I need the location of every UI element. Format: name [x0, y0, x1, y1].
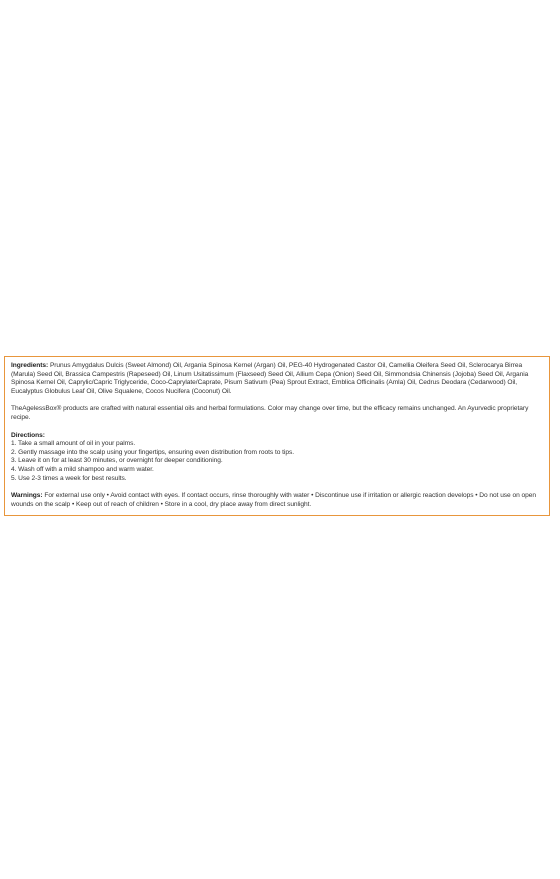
direction-step: 1. Take a small amount of oil in your palms. — [11, 440, 136, 448]
warnings-section — [11, 492, 543, 509]
product-label-box — [4, 356, 550, 516]
warnings-title: Warnings: — [11, 492, 43, 500]
product-description: TheAgelessBox® products are crafted with natural essential oils and herbal formulations. Color may change over time, but the efficacy remains unchanged. An Ayurvedic proprietary recipe. — [11, 405, 529, 421]
ingredients-text: Prunus Amygdalus Dulcis (Sweet Almond) Oil, Argania Spinosa Kernel (Argan) Oil, PEG-40 Hydrogenated Castor Oil, Camellia Oleifera Seed Oil, Sclerocarya Birrea (Marula) Seed Oil, Brassica Campestris (Rapeseed) Oil, Linum Usitatissimum (Flaxseed) Seed Oil, Allium Cepa (Onion) Seed Oil, Simmondsia Chinensis (Jojoba) Seed Oil, Argania Spinosa Kernel Oil, Caprylic/Capric Triglyceride, Coco-Caprylate/Caprate, Pisum Sativum (Pea) Sprout Extract, Emblica Officinalis (Amla) Oil, Cedrus Deodara (Cedarwood) Oil, Eucalyptus Globulus Leaf Oil, Olive Squalene, Cocos Nucifera (Coconut) Oil. — [11, 362, 529, 395]
directions-title: Directions: — [11, 431, 45, 439]
direction-step: 2. Gently massage into the scalp using your fingertips, ensuring even distribution from roots to tips. — [11, 448, 294, 456]
directions-list — [11, 440, 543, 483]
warnings-text: For external use only • Avoid contact with eyes. If contact occurs, rinse thoroughly with water • Discontinue use if irritation or allergic reaction develops • Do not use on open wounds on the scalp • Keep out of reach of children • Store in a cool, dry place away from direct sunlight. — [11, 492, 536, 508]
ingredients-title: Ingredients: — [11, 362, 49, 369]
direction-step: 5. Use 2-3 times a week for best results. — [11, 474, 127, 482]
direction-step: 4. Wash off with a mild shampoo and warm water. — [11, 465, 154, 473]
direction-step: 3. Leave it on for at least 30 minutes, or overnight for deeper conditioning. — [11, 457, 223, 465]
ingredients-section — [11, 362, 543, 396]
